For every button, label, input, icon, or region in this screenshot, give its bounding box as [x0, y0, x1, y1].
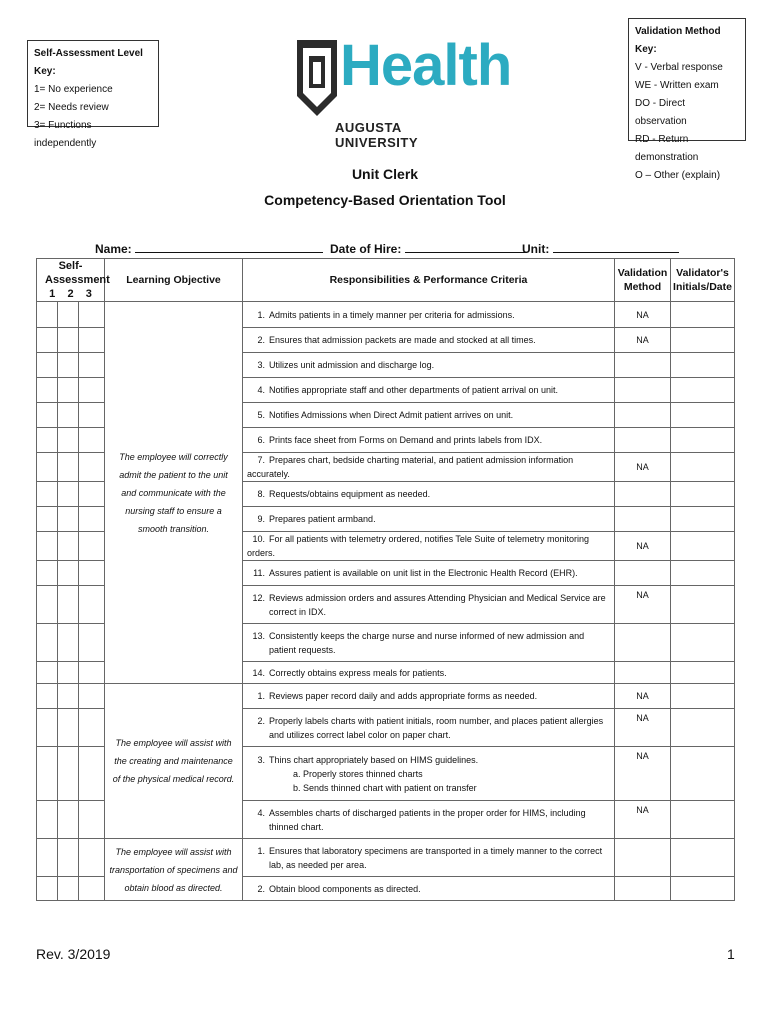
self-assessment-label: Self-Assessment [45, 260, 110, 286]
validator-cell[interactable] [671, 328, 735, 353]
criteria-cell [243, 839, 615, 877]
level-3-checkbox[interactable] [79, 586, 105, 624]
criteria-number: 1. [257, 845, 265, 856]
validator-cell[interactable] [671, 684, 735, 709]
criteria-text: Consistently keeps the charge nurse and nurse informed of new admission and patient requests. [269, 630, 585, 655]
level-1-label: 1 [49, 288, 56, 300]
level-1-checkbox[interactable] [37, 586, 58, 624]
criteria-cell [243, 561, 615, 586]
validation-key-item: V - Verbal response [635, 62, 723, 73]
unit-label: Unit: [522, 242, 550, 256]
page-number: 1 [727, 946, 735, 962]
criteria-text: Prepares patient armband. [269, 514, 376, 524]
level-2-checkbox[interactable] [58, 428, 79, 453]
shield-logo-icon [295, 38, 339, 118]
level-2-checkbox[interactable] [58, 482, 79, 507]
level-2-checkbox[interactable] [58, 403, 79, 428]
responsibilities-header: Responsibilities & Performance Criteria [243, 259, 615, 302]
validation-method-cell: NA [615, 709, 671, 747]
level-3-checkbox[interactable] [79, 662, 105, 684]
validation-method-cell: NA [615, 801, 671, 839]
criteria-number: 2. [257, 335, 265, 345]
level-1-checkbox[interactable] [37, 428, 58, 453]
validation-method-cell [615, 507, 671, 532]
criteria-number: 1. [257, 691, 265, 701]
criteria-text: Reviews paper record daily and adds appropriate forms as needed. [269, 691, 538, 701]
level-3-checkbox[interactable] [79, 482, 105, 507]
criteria-text: Obtain blood components as directed. [269, 883, 421, 894]
table-row [37, 839, 735, 877]
criteria-cell [243, 353, 615, 378]
table-row [37, 302, 735, 328]
validation-method-cell [615, 403, 671, 428]
validation-method-cell: NA [615, 684, 671, 709]
criteria-number: 1. [257, 309, 265, 320]
level-1-checkbox[interactable] [37, 353, 58, 378]
level-2-checkbox[interactable] [58, 353, 79, 378]
self-assessment-header [37, 259, 110, 302]
validation-key-item: DO - Direct observation [635, 98, 687, 127]
criteria-text: Requests/obtains equipment as needed. [269, 489, 431, 499]
level-2-checkbox[interactable] [58, 684, 79, 709]
criteria-cell [243, 403, 615, 428]
validation-method-cell [615, 378, 671, 403]
level-1-checkbox[interactable] [37, 662, 58, 684]
level-2-checkbox[interactable] [58, 532, 79, 561]
validator-header: Validator's Initials/Date [671, 259, 735, 302]
criteria-cell [243, 662, 615, 684]
criteria-cell [243, 428, 615, 453]
criteria-cell [243, 507, 615, 532]
level-3-checkbox[interactable] [79, 747, 105, 801]
criteria-cell [243, 801, 615, 839]
validator-cell[interactable] [671, 747, 735, 801]
date-of-hire-field[interactable] [330, 240, 527, 256]
level-3-checkbox[interactable] [79, 684, 105, 709]
criteria-number: 5. [257, 410, 265, 420]
criteria-cell [243, 877, 615, 901]
level-2-checkbox[interactable] [58, 302, 79, 328]
logo-subtitle: AUGUSTA UNIVERSITY [335, 120, 419, 150]
criteria-text: Prepares chart, bedside charting material, and patient admission information accurately. [247, 455, 574, 479]
level-3-label: 3 [85, 288, 92, 300]
validation-method-cell: NA [615, 532, 671, 561]
level-3-checkbox[interactable] [79, 839, 105, 877]
level-1-checkbox[interactable] [37, 378, 58, 403]
criteria-subitem: a. Properly stores thinned charts [293, 768, 423, 779]
level-3-checkbox[interactable] [79, 378, 105, 403]
validation-method-cell: NA [615, 302, 671, 328]
level-2-checkbox[interactable] [58, 877, 79, 901]
criteria-number: 3. [257, 360, 265, 370]
level-3-checkbox[interactable] [79, 532, 105, 561]
level-1-checkbox[interactable] [37, 302, 58, 328]
learning-objective: The employee will assist with transportation of specimens and obtain blood as directed. [105, 839, 243, 901]
criteria-number: 3. [257, 754, 265, 765]
criteria-cell [243, 378, 615, 403]
date-of-hire-label: Date of Hire: [330, 242, 402, 256]
level-3-checkbox[interactable] [79, 302, 105, 328]
criteria-text: Assures patient is available on unit list in the Electronic Health Record (EHR). [269, 568, 578, 578]
level-2-checkbox[interactable] [58, 453, 79, 482]
level-2-checkbox[interactable] [58, 801, 79, 839]
level-1-checkbox[interactable] [37, 561, 58, 586]
unit-blank[interactable] [553, 240, 679, 253]
self-key-item: 2= Needs review [34, 102, 109, 113]
criteria-number: 12. [252, 592, 265, 603]
criteria-cell [243, 453, 615, 482]
criteria-number: 13. [252, 630, 265, 641]
criteria-text: Admits patients in a timely manner per criteria for admissions. [269, 309, 515, 320]
validator-cell[interactable] [671, 662, 735, 684]
criteria-text: Reviews admission orders and assures Attending Physician and Medical Service are correct in IDX. [269, 592, 606, 617]
validator-cell[interactable] [671, 482, 735, 507]
level-3-checkbox[interactable] [79, 801, 105, 839]
validation-method-cell [615, 624, 671, 662]
level-3-checkbox[interactable] [79, 453, 105, 482]
validation-method-header: Validation Method [615, 259, 671, 302]
criteria-number: 7. [257, 455, 265, 465]
level-1-checkbox[interactable] [37, 403, 58, 428]
learning-objective-header: Learning Objective [105, 259, 243, 302]
validation-method-cell [615, 482, 671, 507]
criteria-text: Thins chart appropriately based on HIMS guidelines. [269, 754, 479, 765]
criteria-number: 9. [257, 514, 265, 524]
validator-cell[interactable] [671, 801, 735, 839]
level-2-checkbox[interactable] [58, 662, 79, 684]
document-subtitle: Competency-Based Orientation Tool [264, 192, 506, 208]
augusta-health-logo [295, 33, 512, 150]
unit-field[interactable] [522, 240, 679, 256]
validator-cell[interactable] [671, 507, 735, 532]
learning-objective: The employee will correctly admit the patient to the unit and communicate with the nursing staff to ensure a smooth transition. [105, 302, 243, 684]
self-key-title: Self-Assessment Level Key: [34, 48, 143, 77]
logo-word: Health [340, 33, 512, 98]
criteria-cell [243, 328, 615, 353]
validator-cell[interactable] [671, 302, 735, 328]
criteria-cell [243, 586, 615, 624]
level-2-checkbox[interactable] [58, 709, 79, 747]
level-2-checkbox[interactable] [58, 378, 79, 403]
criteria-number: 6. [257, 435, 265, 445]
level-2-checkbox[interactable] [58, 839, 79, 877]
level-1-checkbox[interactable] [37, 747, 58, 801]
validator-cell[interactable] [671, 428, 735, 453]
self-key-item: 1= No experience [34, 84, 113, 95]
level-2-checkbox[interactable] [58, 507, 79, 532]
level-1-checkbox[interactable] [37, 839, 58, 877]
criteria-text: Ensures that admission packets are made and stocked at all times. [269, 335, 536, 345]
level-3-checkbox[interactable] [79, 428, 105, 453]
criteria-number: 14. [252, 667, 265, 678]
validation-key-title: Validation Method Key: [635, 26, 721, 55]
validation-key-item: WE - Written exam [635, 80, 719, 91]
validation-method-cell [615, 353, 671, 378]
level-2-label: 2 [67, 288, 74, 300]
level-1-checkbox[interactable] [37, 507, 58, 532]
validator-cell[interactable] [671, 586, 735, 624]
validation-method-cell: NA [615, 586, 671, 624]
criteria-number: 2. [257, 883, 265, 894]
criteria-cell [243, 684, 615, 709]
validator-cell[interactable] [671, 453, 735, 482]
level-2-checkbox[interactable] [58, 586, 79, 624]
criteria-number: 2. [257, 715, 265, 726]
level-1-checkbox[interactable] [37, 482, 58, 507]
level-2-checkbox[interactable] [58, 624, 79, 662]
criteria-text: For all patients with telemetry ordered, notifies Tele Suite of telemetry monitoring orders. [247, 534, 589, 558]
criteria-text: Notifies Admissions when Direct Admit patient arrives on unit. [269, 410, 514, 420]
level-3-checkbox[interactable] [79, 709, 105, 747]
document-title: Unit Clerk [351, 166, 419, 182]
criteria-number: 8. [257, 489, 265, 499]
validator-cell[interactable] [671, 624, 735, 662]
name-field[interactable] [95, 240, 323, 256]
validation-method-key [628, 18, 746, 181]
validation-key-item: RD - Return demonstration [635, 134, 699, 163]
validator-cell[interactable] [671, 353, 735, 378]
name-label: Name: [95, 242, 132, 256]
level-1-checkbox[interactable] [37, 877, 58, 901]
name-blank[interactable] [135, 240, 323, 253]
criteria-text: Correctly obtains express meals for patients. [269, 667, 447, 678]
criteria-cell [243, 302, 615, 328]
criteria-cell [243, 709, 615, 747]
level-3-checkbox[interactable] [79, 328, 105, 353]
level-1-checkbox[interactable] [37, 624, 58, 662]
validator-cell[interactable] [671, 378, 735, 403]
criteria-subitem: b. Sends thinned chart with patient on transfer [293, 782, 477, 793]
criteria-number: 10. [252, 534, 265, 544]
validation-method-cell [615, 662, 671, 684]
validator-cell[interactable] [671, 877, 735, 901]
revision-label: Rev. 3/2019 [36, 946, 111, 962]
validation-method-cell: NA [615, 453, 671, 482]
criteria-text: Notifies appropriate staff and other departments of patient arrival on unit. [269, 385, 559, 395]
validation-method-cell: NA [615, 747, 671, 801]
criteria-number: 4. [257, 385, 265, 395]
competency-table [36, 258, 735, 901]
validator-cell[interactable] [671, 403, 735, 428]
criteria-number: 11. [253, 568, 265, 578]
level-1-checkbox[interactable] [37, 709, 58, 747]
level-2-checkbox[interactable] [58, 328, 79, 353]
level-1-checkbox[interactable] [37, 684, 58, 709]
criteria-text: Prints face sheet from Forms on Demand and prints labels from IDX. [269, 435, 543, 445]
validator-cell[interactable] [671, 839, 735, 877]
level-1-checkbox[interactable] [37, 453, 58, 482]
criteria-text: Properly labels charts with patient initials, room number, and places patient allergies and utilizes correct label color on paper chart. [269, 715, 604, 740]
date-of-hire-blank[interactable] [405, 240, 527, 253]
criteria-text: Assembles charts of discharged patients in the proper order for HIMS, including thinned chart. [269, 807, 586, 832]
learning-objective: The employee will assist with the creating and maintenance of the physical medical record. [105, 684, 243, 839]
level-1-checkbox[interactable] [37, 532, 58, 561]
level-3-checkbox[interactable] [79, 353, 105, 378]
level-1-checkbox[interactable] [37, 328, 58, 353]
criteria-cell [243, 532, 615, 561]
self-assessment-key [27, 40, 159, 149]
level-3-checkbox[interactable] [79, 561, 105, 586]
level-3-checkbox[interactable] [79, 403, 105, 428]
validation-method-cell: NA [615, 328, 671, 353]
validator-cell[interactable] [671, 709, 735, 747]
header-row [37, 259, 735, 302]
criteria-cell [243, 624, 615, 662]
validation-method-cell [615, 561, 671, 586]
criteria-text: Utilizes unit admission and discharge log. [269, 360, 435, 370]
criteria-cell [243, 482, 615, 507]
criteria-number: 4. [257, 807, 265, 818]
validation-key-item: O – Other (explain) [635, 170, 721, 181]
validation-method-cell [615, 877, 671, 901]
criteria-text: Ensures that laboratory specimens are transported in a timely manner to the correct lab, as needed per area. [269, 845, 603, 870]
level-3-checkbox[interactable] [79, 877, 105, 901]
validation-method-cell [615, 839, 671, 877]
level-2-checkbox[interactable] [58, 561, 79, 586]
level-3-checkbox[interactable] [79, 624, 105, 662]
validator-cell[interactable] [671, 561, 735, 586]
criteria-cell [243, 747, 615, 801]
level-1-checkbox[interactable] [37, 801, 58, 839]
self-key-item: 3= Functions independently [34, 120, 97, 149]
table-row [37, 684, 735, 709]
level-3-checkbox[interactable] [79, 507, 105, 532]
validation-method-cell [615, 428, 671, 453]
level-2-checkbox[interactable] [58, 747, 79, 801]
validator-cell[interactable] [671, 532, 735, 561]
